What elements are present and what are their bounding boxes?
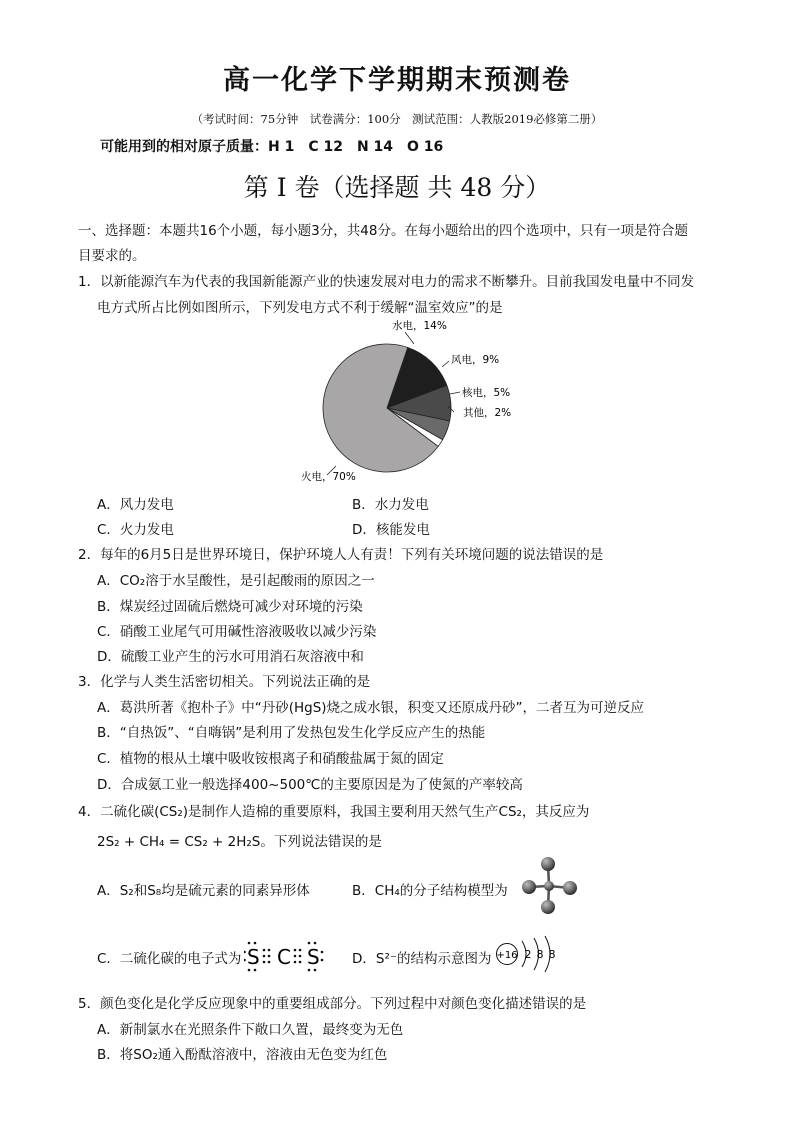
shell-2-electrons: 8 [536,948,544,961]
leader-line-wind [442,361,449,367]
q4-option-a[interactable]: A．S₂和S₈均是硫元素的同素异形体 [97,883,310,899]
q3-stem: 3．化学与人类生活密切相关。下列说法正确的是 [78,674,371,690]
q4-stem-line2: 2S₂ + CH₄ = CS₂ + 2H₂S。下列说法错误的是 [97,834,382,850]
q2-option-c[interactable]: C．硝酸工业尾气可用碱性溶液吸收以减少污染 [97,624,377,640]
instructions-line2: 目要求的。 [78,248,146,264]
q4-option-b[interactable]: B．CH₄的分子结构模型为 [352,883,508,899]
pie-label-hydro: 水电，14% [392,320,447,332]
q1-stem-line1: 1．以新能源汽车为代表的我国新能源产业的快速发展对电力的需求不断攀升。目前我国发电量中不同发 [78,274,695,290]
q1-option-d[interactable]: D．核能发电 [352,522,430,538]
q1-option-a[interactable]: A．风力发电 [97,497,174,513]
q2-option-b[interactable]: B．煤炭经过固硫后燃烧可减少对环境的污染 [97,599,363,615]
q4-option-d[interactable]: D．S²⁻的结构示意图为 [352,951,492,967]
pie-label-thermal: 火电，70% [301,471,356,483]
q5-stem: 5．颜色变化是化学反应现象中的重要组成部分。下列过程中对颜色变化描述错误的是 [78,996,587,1012]
q1-option-b[interactable]: B．水力发电 [352,497,429,513]
q2-option-d[interactable]: D．硫酸工业产生的污水可用消石灰溶液中和 [97,649,364,665]
q1-stem-line2: 电方式所占比例如图所示，下列发电方式不利于缓解“温室效应”的是 [97,300,503,316]
q5-option-a[interactable]: A．新制氯水在光照条件下敞口久置，最终变为无色 [97,1022,404,1038]
exam-title: 高一化学下学期期末预测卷 [223,65,571,96]
q3-option-c[interactable]: C．植物的根从土壤中吸收铵根离子和硝酸盐属于氮的固定 [97,751,444,767]
shell-1-electrons: 2 [524,948,532,961]
leader-line-nuclear [450,392,460,394]
methane-model-icon [514,853,584,919]
shell-3-electrons: 8 [548,948,556,961]
q3-option-a[interactable]: A．葛洪所著《抱朴子》中“丹砂(HgS)烧之成水银，积变又还原成丹砂”，二者互为可逆反应 [97,700,645,716]
pie-label-other: 其他，2% [463,407,512,419]
pie-slices [323,344,451,472]
q4-stem-line1: 4．二硫化碳(CS₂)是制作人造棉的重要原料，我国主要利用天然气生产CS₂，其反应为 [78,804,590,820]
cs2-electron-formula [244,937,324,973]
sulfide-ion-structure-diagram [494,933,564,975]
pie-label-nuclear: 核电，5% [462,387,511,399]
instructions-line1: 一、选择题：本题共16个小题，每小题3分，共48分。在每小题给出的四个选项中，只有一项是符合题 [78,223,688,239]
q2-option-a[interactable]: A．CO₂溶于水呈酸性，是引起酸雨的原因之一 [97,573,375,589]
electron-formula-c: C [277,945,291,969]
section-title: 第 I 卷（选择题 共 48 分） [243,173,551,202]
q5-option-b[interactable]: B．将SO₂通入酚酞溶液中，溶液由无色变为红色 [97,1047,388,1063]
pie-label-wind: 风电，9% [451,354,500,366]
exam-subtitle: （考试时间：75分钟 试卷满分：100分 测试范围：人教版2019必修第二册） [191,112,603,126]
power-pie-chart [290,316,550,488]
nucleus-charge: +16 [496,950,518,961]
atomic-masses: 可能用到的相对原子质量：H 1 C 12 N 14 O 16 [100,139,444,155]
q4-option-c[interactable]: C．二硫化碳的电子式为 [97,951,242,967]
q2-stem: 2．每年的6月5日是世界环境日，保护环境人人有责！下列有关环境问题的说法错误的是 [78,547,604,563]
q3-option-d[interactable]: D．合成氨工业一般选择400~500℃的主要原因是为了使氮的产率较高 [97,777,523,793]
leader-line-hydro [405,332,414,344]
q3-option-b[interactable]: B．“自热饭”、“自嗨锅”是利用了发热包发生化学反应产生的热能 [97,725,486,741]
electron-formula-s2: S [307,945,320,969]
q1-option-c[interactable]: C．火力发电 [97,522,174,538]
electron-formula-s1: S [247,945,260,969]
